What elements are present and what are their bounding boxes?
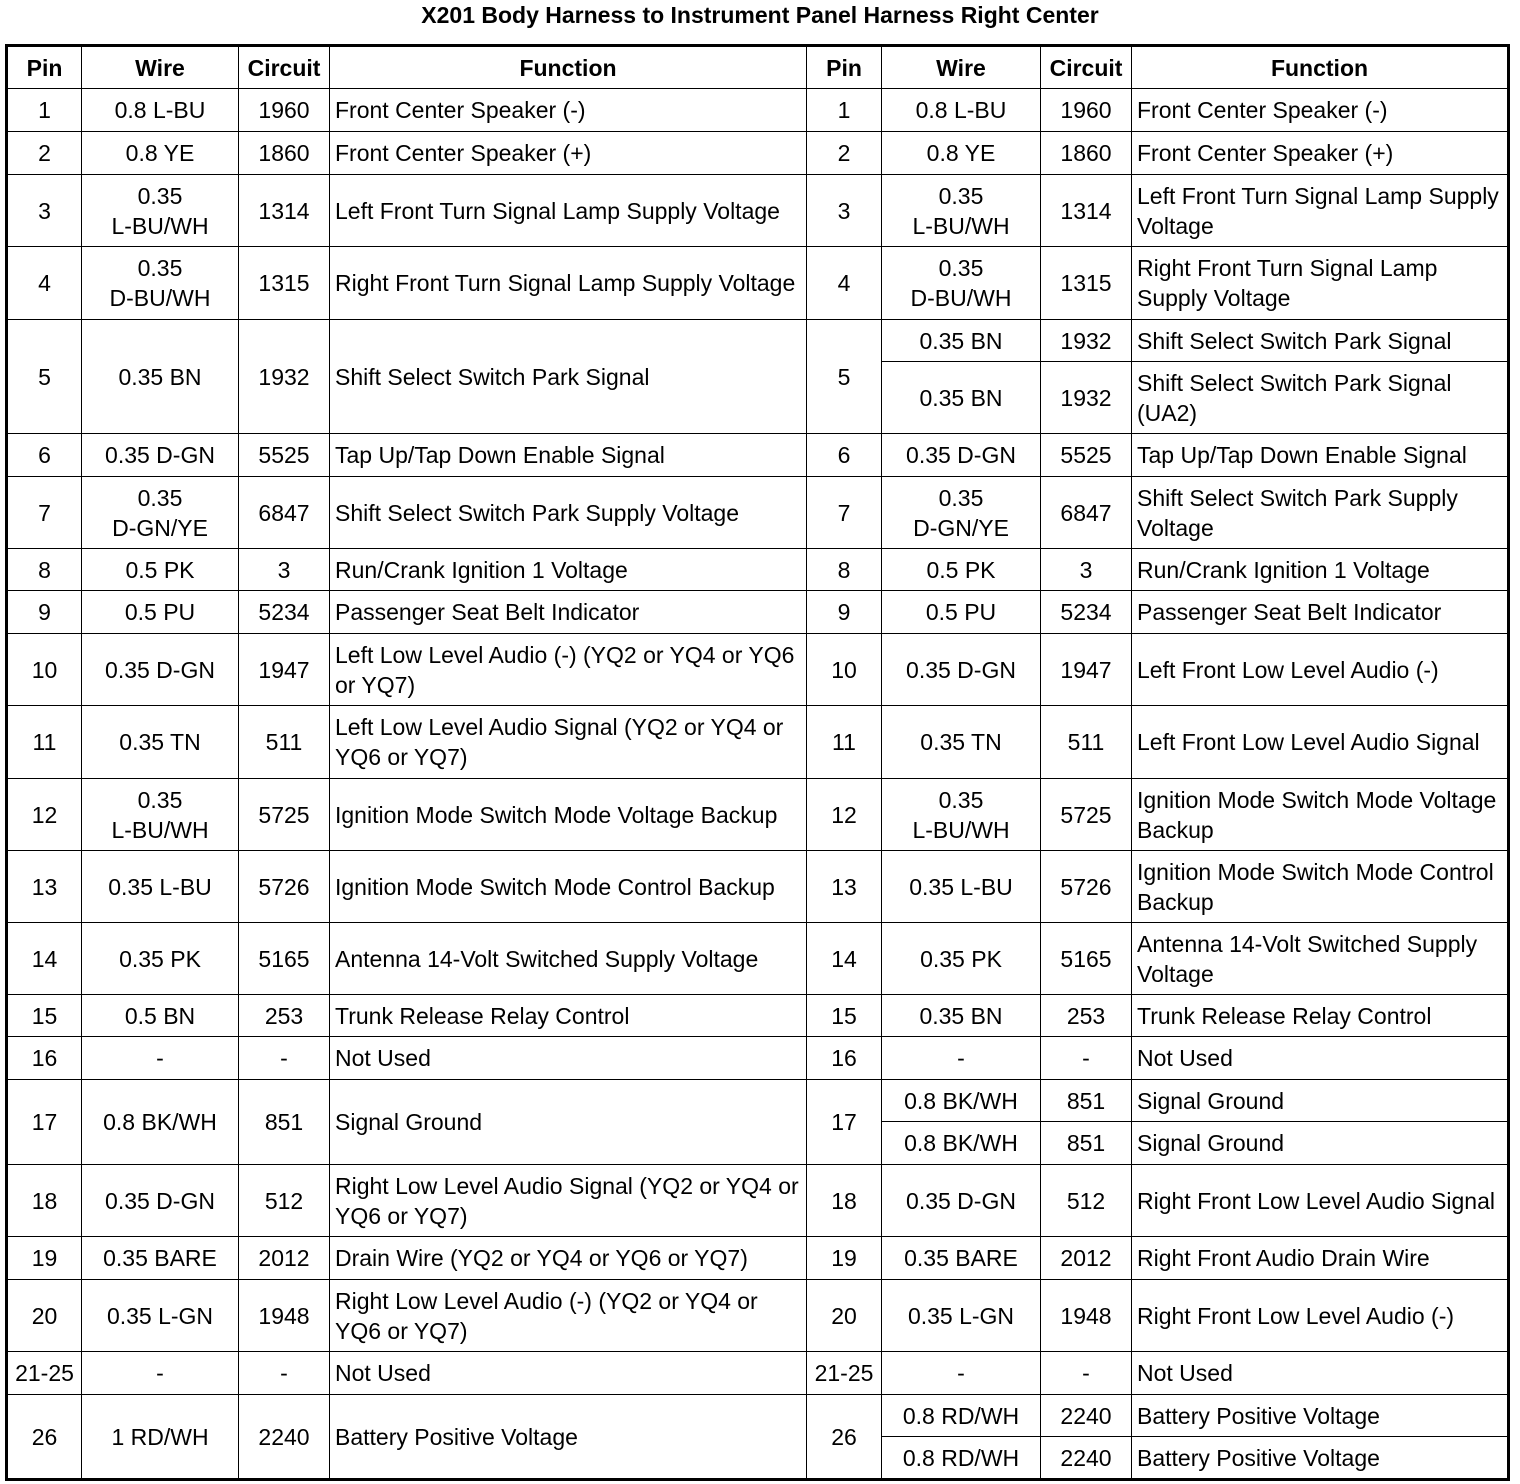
circuit-cell: 1948 <box>1041 1280 1132 1352</box>
function-cell: Shift Select Switch Park Signal (UA2) <box>1132 362 1509 434</box>
wire-cell: 0.8 L-BU <box>82 89 239 132</box>
function-cell: Right Front Turn Signal Lamp Supply Voltage <box>1132 247 1509 320</box>
circuit-cell: 851 <box>239 1080 330 1165</box>
circuit-cell: 6847 <box>239 477 330 549</box>
function-cell: Right Front Low Level Audio (-) <box>1132 1280 1509 1352</box>
pin-cell: 2 <box>7 132 82 175</box>
table-row <box>7 549 1509 591</box>
page-title: X201 Body Harness to Instrument Panel Harness Right Center <box>421 2 1099 28</box>
table-row <box>7 779 1509 851</box>
function-cell: Front Center Speaker (-) <box>330 89 807 132</box>
circuit-cell: 2240 <box>239 1395 330 1480</box>
function-cell: Right Front Turn Signal Lamp Supply Voltage <box>330 247 807 320</box>
circuit-cell: 512 <box>239 1165 330 1237</box>
circuit-cell: - <box>1041 1037 1132 1080</box>
function-cell: Battery Positive Voltage <box>330 1395 807 1480</box>
pin-cell: 20 <box>7 1280 82 1352</box>
circuit-cell: 512 <box>1041 1165 1132 1237</box>
wire-cell: 0.35 L-BU <box>82 851 239 923</box>
table-row <box>7 706 1509 779</box>
function-cell: Ignition Mode Switch Mode Voltage Backup <box>1132 779 1509 851</box>
header-pin: Pin <box>7 46 82 89</box>
pin-cell: 15 <box>807 995 882 1037</box>
circuit-cell: 5165 <box>239 923 330 995</box>
wire-cell: 0.8 YE <box>82 132 239 175</box>
circuit-cell: 1932 <box>1041 320 1132 362</box>
function-cell: Left Front Turn Signal Lamp Supply Voltage <box>330 175 807 247</box>
pin-cell: 9 <box>807 591 882 634</box>
table-row <box>7 923 1509 995</box>
table-row <box>7 320 1509 362</box>
function-cell: Passenger Seat Belt Indicator <box>330 591 807 634</box>
table-row <box>7 634 1509 706</box>
circuit-cell: 1960 <box>1041 89 1132 132</box>
function-cell: Left Low Level Audio (-) (YQ2 or YQ4 or YQ6 or YQ7) <box>330 634 807 706</box>
function-cell: Signal Ground <box>1132 1122 1509 1165</box>
wire-cell: 0.5 PK <box>882 549 1041 591</box>
pin-cell: 3 <box>7 175 82 247</box>
pin-cell: 15 <box>7 995 82 1037</box>
function-cell: Shift Select Switch Park Signal <box>330 320 807 434</box>
table-row <box>7 89 1509 132</box>
header-circuit: Circuit <box>239 46 330 89</box>
wire-cell: 0.8 L-BU <box>882 89 1041 132</box>
circuit-cell: 511 <box>1041 706 1132 779</box>
table-row <box>7 591 1509 634</box>
pin-cell: 1 <box>807 89 882 132</box>
function-cell: Trunk Release Relay Control <box>1132 995 1509 1037</box>
wire-cell: 0.35 D-GN <box>882 634 1041 706</box>
circuit-cell: 1314 <box>1041 175 1132 247</box>
wire-cell: 0.35 L-BU/WH <box>82 779 239 851</box>
circuit-cell: - <box>1041 1352 1132 1395</box>
table-row <box>7 247 1509 320</box>
pin-cell: 5 <box>807 320 882 434</box>
pin-cell: 11 <box>807 706 882 779</box>
pin-cell: 3 <box>807 175 882 247</box>
table-row <box>7 477 1509 549</box>
circuit-cell: 1960 <box>239 89 330 132</box>
table-row <box>7 132 1509 175</box>
pin-cell: 10 <box>7 634 82 706</box>
wire-cell: 0.35 BN <box>882 320 1041 362</box>
wire-cell: 0.35 L-BU/WH <box>882 779 1041 851</box>
circuit-cell: 2240 <box>1041 1437 1132 1480</box>
circuit-cell: 5234 <box>1041 591 1132 634</box>
wire-cell: 0.35 D-GN <box>882 1165 1041 1237</box>
wire-cell: 0.35 D-BU/WH <box>82 247 239 320</box>
wire-cell: 0.35 BN <box>882 362 1041 434</box>
header-function: Function <box>1132 46 1509 89</box>
header-wire: Wire <box>82 46 239 89</box>
function-cell: Front Center Speaker (+) <box>330 132 807 175</box>
circuit-cell: 5165 <box>1041 923 1132 995</box>
pin-cell: 11 <box>7 706 82 779</box>
pin-cell: 9 <box>7 591 82 634</box>
circuit-cell: 1860 <box>1041 132 1132 175</box>
pin-cell: 5 <box>7 320 82 434</box>
circuit-cell: 2240 <box>1041 1395 1132 1437</box>
wire-cell: 0.8 RD/WH <box>882 1395 1041 1437</box>
circuit-cell: 851 <box>1041 1080 1132 1122</box>
function-cell: Run/Crank Ignition 1 Voltage <box>1132 549 1509 591</box>
pin-cell: 20 <box>807 1280 882 1352</box>
circuit-cell: 1860 <box>239 132 330 175</box>
function-cell: Antenna 14-Volt Switched Supply Voltage <box>1132 923 1509 995</box>
pin-cell: 26 <box>7 1395 82 1480</box>
circuit-cell: 851 <box>1041 1122 1132 1165</box>
function-cell: Tap Up/Tap Down Enable Signal <box>330 434 807 477</box>
function-cell: Ignition Mode Switch Mode Control Backup <box>330 851 807 923</box>
function-cell: Front Center Speaker (+) <box>1132 132 1509 175</box>
pin-cell: 16 <box>807 1037 882 1080</box>
pin-cell: 17 <box>807 1080 882 1165</box>
wire-cell: 0.35 TN <box>82 706 239 779</box>
function-cell: Drain Wire (YQ2 or YQ4 or YQ6 or YQ7) <box>330 1237 807 1280</box>
wire-cell: - <box>82 1037 239 1080</box>
header-row <box>7 46 1509 89</box>
function-cell: Not Used <box>1132 1352 1509 1395</box>
pin-cell: 19 <box>7 1237 82 1280</box>
header-wire: Wire <box>882 46 1041 89</box>
pin-cell: 8 <box>807 549 882 591</box>
circuit-cell: 5234 <box>239 591 330 634</box>
pin-cell: 1 <box>7 89 82 132</box>
function-cell: Left Front Low Level Audio (-) <box>1132 634 1509 706</box>
circuit-cell: 1314 <box>239 175 330 247</box>
table-row <box>7 1165 1509 1237</box>
function-cell: Signal Ground <box>330 1080 807 1165</box>
function-cell: Tap Up/Tap Down Enable Signal <box>1132 434 1509 477</box>
wire-cell: 0.35 L-GN <box>82 1280 239 1352</box>
table-row <box>7 175 1509 247</box>
wire-cell: 0.35 D-GN <box>82 434 239 477</box>
circuit-cell: 253 <box>1041 995 1132 1037</box>
function-cell: Passenger Seat Belt Indicator <box>1132 591 1509 634</box>
function-cell: Right Low Level Audio (-) (YQ2 or YQ4 or YQ6 or YQ7) <box>330 1280 807 1352</box>
pin-cell: 18 <box>807 1165 882 1237</box>
function-cell: Trunk Release Relay Control <box>330 995 807 1037</box>
pin-cell: 4 <box>807 247 882 320</box>
function-cell: Battery Positive Voltage <box>1132 1395 1509 1437</box>
circuit-cell: 3 <box>239 549 330 591</box>
wire-cell: 0.5 PU <box>882 591 1041 634</box>
table-row <box>7 434 1509 477</box>
wire-cell: 0.5 PU <box>82 591 239 634</box>
circuit-cell: 1315 <box>1041 247 1132 320</box>
circuit-cell: 6847 <box>1041 477 1132 549</box>
function-cell: Not Used <box>330 1352 807 1395</box>
function-cell: Front Center Speaker (-) <box>1132 89 1509 132</box>
wire-cell: 0.35 BN <box>882 995 1041 1037</box>
circuit-cell: 5725 <box>239 779 330 851</box>
wire-cell: 0.8 BK/WH <box>82 1080 239 1165</box>
wire-cell: 0.5 BN <box>82 995 239 1037</box>
pin-cell: 26 <box>807 1395 882 1480</box>
circuit-cell: 2012 <box>1041 1237 1132 1280</box>
function-cell: Antenna 14-Volt Switched Supply Voltage <box>330 923 807 995</box>
function-cell: Signal Ground <box>1132 1080 1509 1122</box>
wire-cell: 0.35 TN <box>882 706 1041 779</box>
table-row <box>7 1037 1509 1080</box>
pin-cell: 2 <box>807 132 882 175</box>
function-cell: Not Used <box>330 1037 807 1080</box>
circuit-cell: 5525 <box>239 434 330 477</box>
wire-cell: 0.35 D-GN/YE <box>882 477 1041 549</box>
pin-cell: 7 <box>7 477 82 549</box>
pin-cell: 21-25 <box>807 1352 882 1395</box>
pin-cell: 7 <box>807 477 882 549</box>
wire-cell: 0.35 L-BU <box>882 851 1041 923</box>
table-row <box>7 1080 1509 1122</box>
function-cell: Ignition Mode Switch Mode Control Backup <box>1132 851 1509 923</box>
function-cell: Shift Select Switch Park Supply Voltage <box>330 477 807 549</box>
circuit-cell: 5726 <box>1041 851 1132 923</box>
wire-cell: 0.35 L-BU/WH <box>882 175 1041 247</box>
header-pin: Pin <box>807 46 882 89</box>
function-cell: Right Front Low Level Audio Signal <box>1132 1165 1509 1237</box>
wire-cell: 0.35 D-GN <box>82 634 239 706</box>
header-circuit: Circuit <box>1041 46 1132 89</box>
table-row <box>7 995 1509 1037</box>
circuit-cell: 2012 <box>239 1237 330 1280</box>
wire-cell: 0.8 RD/WH <box>882 1437 1041 1480</box>
wire-cell: 0.35 D-GN <box>882 434 1041 477</box>
wire-cell: 0.35 BARE <box>882 1237 1041 1280</box>
pin-cell: 6 <box>7 434 82 477</box>
function-cell: Battery Positive Voltage <box>1132 1437 1509 1480</box>
pin-cell: 17 <box>7 1080 82 1165</box>
circuit-cell: 1932 <box>239 320 330 434</box>
circuit-cell: 1932 <box>1041 362 1132 434</box>
header-function: Function <box>330 46 807 89</box>
function-cell: Shift Select Switch Park Signal <box>1132 320 1509 362</box>
wire-cell: 0.35 BN <box>82 320 239 434</box>
circuit-cell: 1947 <box>1041 634 1132 706</box>
circuit-cell: 1947 <box>239 634 330 706</box>
pin-cell: 13 <box>807 851 882 923</box>
wire-cell: 0.5 PK <box>82 549 239 591</box>
wire-cell: 1 RD/WH <box>82 1395 239 1480</box>
function-cell: Right Low Level Audio Signal (YQ2 or YQ4 or YQ6 or YQ7) <box>330 1165 807 1237</box>
wire-cell: 0.35 L-GN <box>882 1280 1041 1352</box>
function-cell: Ignition Mode Switch Mode Voltage Backup <box>330 779 807 851</box>
function-cell: Left Low Level Audio Signal (YQ2 or YQ4 or YQ6 or YQ7) <box>330 706 807 779</box>
wire-cell: - <box>882 1037 1041 1080</box>
table-row <box>7 1237 1509 1280</box>
wire-cell: 0.35 BARE <box>82 1237 239 1280</box>
pin-cell: 6 <box>807 434 882 477</box>
wire-cell: 0.35 PK <box>82 923 239 995</box>
function-cell: Not Used <box>1132 1037 1509 1080</box>
pin-cell: 19 <box>807 1237 882 1280</box>
function-cell: Left Front Turn Signal Lamp Supply Voltage <box>1132 175 1509 247</box>
pin-cell: 14 <box>7 923 82 995</box>
circuit-cell: 5725 <box>1041 779 1132 851</box>
circuit-cell: 511 <box>239 706 330 779</box>
pin-cell: 13 <box>7 851 82 923</box>
function-cell: Shift Select Switch Park Supply Voltage <box>1132 477 1509 549</box>
wire-cell: 0.35 PK <box>882 923 1041 995</box>
wire-cell: 0.35 D-BU/WH <box>882 247 1041 320</box>
pin-cell: 12 <box>7 779 82 851</box>
circuit-cell: 5525 <box>1041 434 1132 477</box>
function-cell: Right Front Audio Drain Wire <box>1132 1237 1509 1280</box>
wire-cell: - <box>882 1352 1041 1395</box>
function-cell: Left Front Low Level Audio Signal <box>1132 706 1509 779</box>
function-cell: Run/Crank Ignition 1 Voltage <box>330 549 807 591</box>
table-row <box>7 1352 1509 1395</box>
pin-cell: 16 <box>7 1037 82 1080</box>
table-row <box>7 1395 1509 1437</box>
harness-pinout-table <box>5 44 1510 1481</box>
pin-cell: 12 <box>807 779 882 851</box>
circuit-cell: - <box>239 1037 330 1080</box>
pin-cell: 14 <box>807 923 882 995</box>
wire-cell: 0.35 D-GN <box>82 1165 239 1237</box>
table-row <box>7 851 1509 923</box>
wire-cell: 0.35 D-GN/YE <box>82 477 239 549</box>
circuit-cell: 1315 <box>239 247 330 320</box>
wire-cell: 0.8 YE <box>882 132 1041 175</box>
circuit-cell: - <box>239 1352 330 1395</box>
table-row <box>7 1280 1509 1352</box>
circuit-cell: 5726 <box>239 851 330 923</box>
wire-cell: 0.8 BK/WH <box>882 1122 1041 1165</box>
pin-cell: 10 <box>807 634 882 706</box>
pin-cell: 18 <box>7 1165 82 1237</box>
pin-cell: 21-25 <box>7 1352 82 1395</box>
circuit-cell: 1948 <box>239 1280 330 1352</box>
pin-cell: 8 <box>7 549 82 591</box>
wire-cell: 0.35 L-BU/WH <box>82 175 239 247</box>
wire-cell: 0.8 BK/WH <box>882 1080 1041 1122</box>
circuit-cell: 253 <box>239 995 330 1037</box>
circuit-cell: 3 <box>1041 549 1132 591</box>
pin-cell: 4 <box>7 247 82 320</box>
wire-cell: - <box>82 1352 239 1395</box>
